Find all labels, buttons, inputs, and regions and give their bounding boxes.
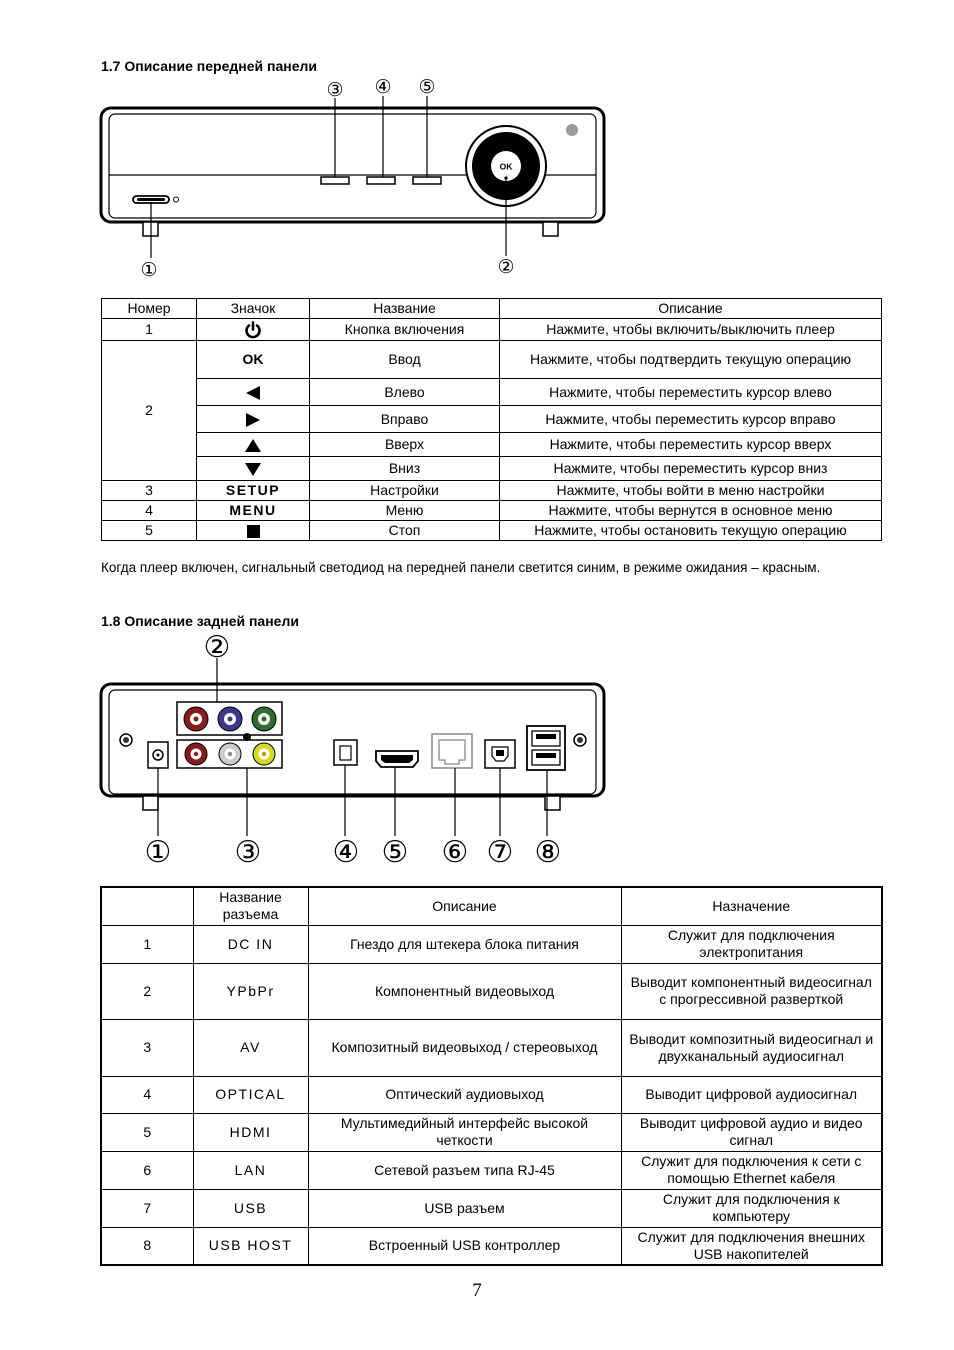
row-number: 3: [101, 1019, 193, 1076]
row-description: Гнездо для штекера блока питания: [308, 925, 621, 963]
row-description: Нажмите, чтобы подтвердить текущую операцию: [500, 341, 882, 379]
front-panel-heading: 1.7 Описание передней панели: [101, 58, 317, 74]
page-number: 7: [472, 1280, 482, 1301]
row-description: Мультимедийный интерфейс высокой четкости: [308, 1113, 621, 1151]
table-row: [102, 319, 882, 341]
row-name: Вправо: [310, 406, 500, 433]
ok-label: OK: [499, 161, 513, 172]
row-description: Нажмите, чтобы вернутся в основное меню: [500, 501, 882, 521]
led-note: Когда плеер включен, сигнальный светодиод на передней панели светится синим, в режиме ожидания – красным.: [101, 560, 821, 575]
table-row: [101, 1113, 882, 1151]
column-header: Назначение: [621, 887, 882, 925]
row-purpose: Служит для подключения к сети с помощью Ethernet кабеля: [621, 1151, 882, 1189]
column-header: Название: [310, 299, 500, 319]
row-description: Нажмите, чтобы переместить курсор вправо: [500, 406, 882, 433]
stop-icon: [247, 525, 260, 538]
row-number: 1: [101, 925, 193, 963]
rear-callout-6: ⑥: [441, 835, 469, 870]
row-number: 8: [101, 1227, 193, 1265]
rear-panel-diagram: [95, 630, 615, 870]
column-header: Название разъема: [193, 887, 308, 925]
front-callout-5: ⑤: [418, 76, 436, 98]
connector-name: OPTICAL: [193, 1076, 308, 1113]
front-callout-4: ④: [374, 76, 392, 98]
row-number: 3: [102, 481, 197, 501]
row-description: Нажмите, чтобы включить/выключить плеер: [500, 319, 882, 341]
table-row: [102, 379, 882, 406]
front-panel-diagram: [95, 74, 615, 284]
row-purpose: Служит для подключения внешних USB накопителей: [621, 1227, 882, 1265]
row-number: 5: [101, 1113, 193, 1151]
table-row: [101, 1227, 882, 1265]
column-header: [101, 887, 193, 925]
connector-name: USB HOST: [193, 1227, 308, 1265]
front-panel-table: [101, 298, 882, 541]
table-row: [101, 1076, 882, 1113]
rear-panel-heading: 1.8 Описание задней панели: [101, 613, 299, 629]
row-name: Вверх: [310, 433, 500, 457]
row-number: 2: [101, 963, 193, 1019]
rear-callout-7: ⑦: [486, 835, 514, 870]
row-number: 1: [102, 319, 197, 341]
arrow-down-icon: [244, 462, 262, 477]
connector-name: YPbPr: [193, 963, 308, 1019]
row-purpose: Служит для подключения к компьютеру: [621, 1189, 882, 1227]
row-description: Нажмите, чтобы переместить курсор вниз: [500, 457, 882, 481]
rear-callout-1: ①: [144, 835, 172, 870]
column-header: Номер: [102, 299, 197, 319]
row-description: Оптический аудиовыход: [308, 1076, 621, 1113]
row-description: Композитный видеовыход / стереовыход: [308, 1019, 621, 1076]
row-name: Меню: [310, 501, 500, 521]
connector-name: DC IN: [193, 925, 308, 963]
rear-panel-table: [100, 886, 883, 1266]
row-description: Компонентный видеовыход: [308, 963, 621, 1019]
table-row: [101, 925, 882, 963]
row-number: 4: [102, 501, 197, 521]
row-description: Встроенный USB контроллер: [308, 1227, 621, 1265]
connector-name: AV: [193, 1019, 308, 1076]
row-description: Нажмите, чтобы остановить текущую операцию: [500, 521, 882, 541]
row-purpose: Выводит цифровой аудиосигнал: [621, 1076, 882, 1113]
row-name: Кнопка включения: [310, 319, 500, 341]
front-callout-1: ①: [140, 259, 158, 281]
arrow-left-icon: [245, 385, 261, 401]
ok-text: OK: [197, 341, 310, 379]
connector-name: HDMI: [193, 1113, 308, 1151]
connector-name: LAN: [193, 1151, 308, 1189]
row-description: Нажмите, чтобы переместить курсор влево: [500, 379, 882, 406]
connector-name: USB: [193, 1189, 308, 1227]
row-purpose: Выводит компонентный видеосигнал с прогрессивной разверткой: [621, 963, 882, 1019]
row-name: Ввод: [310, 341, 500, 379]
row-name: Вниз: [310, 457, 500, 481]
arrow-up-icon: [244, 438, 262, 453]
rear-callout-2: ②: [203, 630, 231, 665]
table-row: [102, 481, 882, 501]
column-header: Значок: [197, 299, 310, 319]
table-row: [102, 521, 882, 541]
row-number: 6: [101, 1151, 193, 1189]
menu-text: MENU: [197, 501, 310, 521]
row-number: 7: [101, 1189, 193, 1227]
power-icon: [244, 321, 262, 339]
table-row: [101, 1189, 882, 1227]
arrow-right-icon: [245, 412, 261, 428]
row-description: Сетевой разъем типа RJ-45: [308, 1151, 621, 1189]
table-row: [102, 433, 882, 457]
row-number: 2: [102, 341, 197, 481]
row-number: 5: [102, 521, 197, 541]
table-row: [102, 341, 882, 379]
row-purpose: Выводит цифровой аудио и видео сигнал: [621, 1113, 882, 1151]
rear-callout-8: ⑧: [534, 835, 562, 870]
row-name: Влево: [310, 379, 500, 406]
front-callout-3: ③: [326, 79, 344, 101]
rear-callout-4: ④: [332, 835, 360, 870]
table-row: [102, 406, 882, 433]
setup-text: SETUP: [197, 481, 310, 501]
row-description: Нажмите, чтобы войти в меню настройки: [500, 481, 882, 501]
row-purpose: Выводит композитный видеосигнал и двухканальный аудиосигнал: [621, 1019, 882, 1076]
table-row: [102, 501, 882, 521]
row-description: Нажмите, чтобы переместить курсор вверх: [500, 433, 882, 457]
row-number: 4: [101, 1076, 193, 1113]
column-header: Описание: [500, 299, 882, 319]
rear-callout-3: ③: [234, 835, 262, 870]
row-name: Настройки: [310, 481, 500, 501]
row-description: USB разъем: [308, 1189, 621, 1227]
front-callout-2: ②: [497, 256, 515, 278]
rear-callout-5: ⑤: [381, 835, 409, 870]
table-row: [101, 1151, 882, 1189]
table-row: [102, 457, 882, 481]
table-row: [101, 1019, 882, 1076]
column-header: Описание: [308, 887, 621, 925]
row-purpose: Служит для подключения электропитания: [621, 925, 882, 963]
table-row: [101, 963, 882, 1019]
row-name: Стоп: [310, 521, 500, 541]
